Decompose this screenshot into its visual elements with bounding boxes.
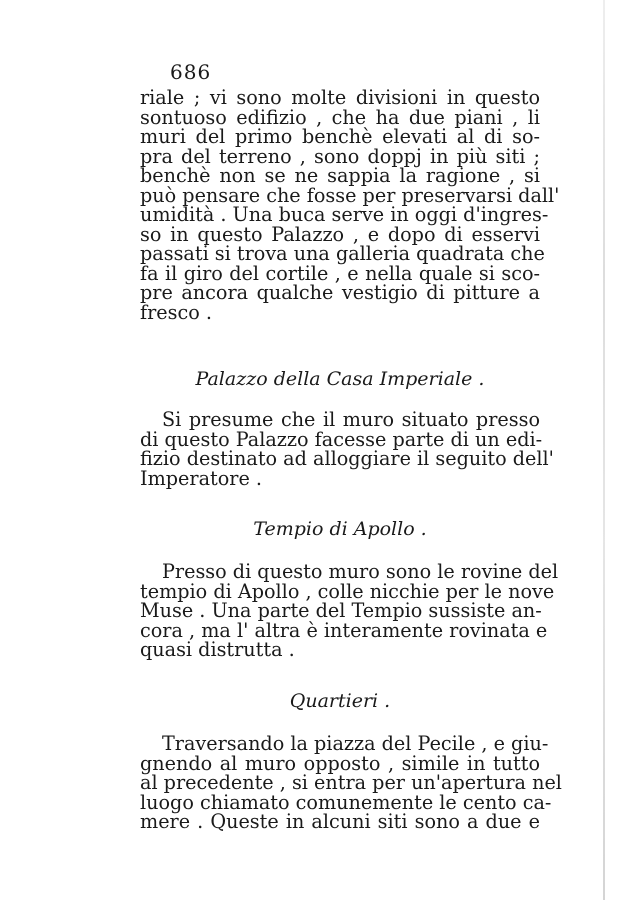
text-line: umidità . Una buca serve in oggi d'ingres- [140,203,549,226]
text-line: tempio di Apollo , colle nicchie per le nove [140,579,555,603]
text-line: pre ancora qualche vestigio di pitture a [140,281,540,304]
paragraph-4 [140,732,562,833]
text-line: mere . Queste in alcuni siti sono a due e [140,810,540,833]
text-line: benchè non se ne sappia la ragione , si [140,164,540,187]
text-line: al precedente , si entra per un'apertura nel [140,771,562,794]
text-line: Traversando la piazza del Pecile , e giu- [162,732,549,755]
text-line: gnendo al muro opposto , simile in tutto [140,751,540,775]
text-line: di questo Palazzo facesse parte di un edi- [140,427,543,451]
text-line: riale ; vi sono molte divisioni in questo [140,86,540,109]
text-line: fa il giro del cortile , e nella quale si sco- [140,261,540,285]
text-line: può pensare che fosse per preservarsi dall' [140,183,560,207]
paragraph-2 [140,408,554,490]
page-number: 686 [170,60,212,84]
text-line: fizio destinato ad alloggiare il seguito dell' [140,447,554,470]
page-edge [603,0,605,900]
text-line: Presso di questo muro sono le rovine del [162,560,559,583]
text-line: pra del terreno , sono doppj in più siti ; [140,144,540,168]
text-line: Muse . Una parte del Tempio sussiste an- [140,599,542,622]
text-line: so in questo Palazzo , e dopo di esservi [140,222,540,246]
text-line: passati si trova una galleria quadrata che [140,242,545,265]
text-line: sontuoso edifizio , che ha due piani , li [140,105,540,129]
text-line: fresco . [140,300,212,324]
text-line: muri del primo benchè elevati al di so- [140,125,540,148]
section-heading: Quartieri . [289,690,391,712]
text-line: cora , ma l' altra è interamente rovinata e [140,618,548,642]
paragraph-3 [140,560,559,661]
text-line: quasi distrutta . [140,638,295,661]
text-line: Imperatore . [140,466,263,490]
section-heading: Tempio di Apollo . [253,518,427,540]
text-line: luogo chiamato comunemente le cento ca- [140,790,552,814]
section-heading: Palazzo della Casa Imperiale . [195,368,485,390]
paragraph-1 [140,86,560,324]
text-line: Si presume che il muro situato presso [162,408,540,431]
